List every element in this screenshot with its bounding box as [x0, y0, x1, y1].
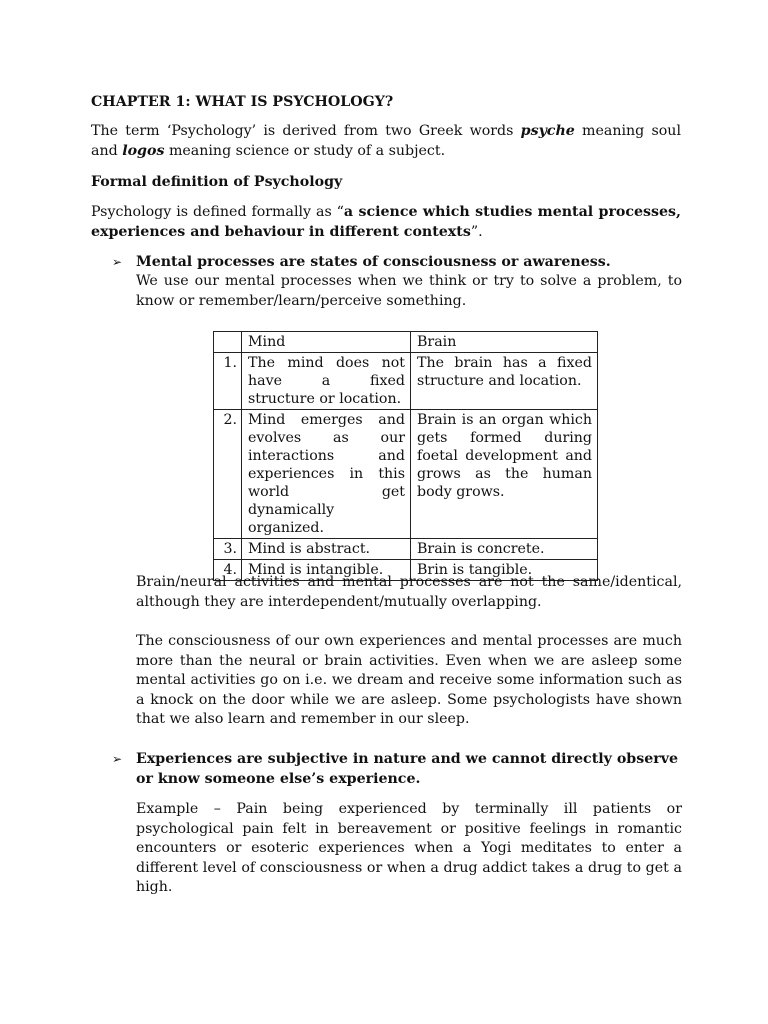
mind-brain-table [213, 331, 598, 581]
definition-paragraph [91, 203, 681, 242]
table-header-brain: Brain [411, 332, 598, 353]
mind-cell: Mind is intangible. [242, 560, 411, 581]
row-number: 1. [214, 353, 242, 410]
table-row [214, 353, 598, 410]
mind-cell: Mind emerges and evolves as our interactions and experiences in this world get dynamically organized. [242, 410, 411, 539]
table-row [214, 410, 598, 539]
table-header-num [214, 332, 242, 353]
brain-cell: Brain is concrete. [411, 539, 598, 560]
term-logos: logos [122, 142, 165, 159]
chapter-title: CHAPTER 1: WHAT IS PSYCHOLOGY? [91, 94, 394, 110]
intro-paragraph [91, 122, 681, 161]
intro-text-3: meaning science or study of a subject. [164, 142, 446, 159]
bullet-experiences-heading: Experiences are subjective in nature and we cannot directly observe or know someone else’s experience. [136, 751, 678, 787]
brain-cell: The brain has a fixed structure and location. [411, 353, 598, 410]
intro-text-1: The term ‘Psychology’ is derived from two Greek words [91, 123, 521, 139]
brain-cell: Brain is an organ which gets formed during foetal development and grows as the human body grows. [411, 410, 598, 539]
consciousness-paragraph: The consciousness of our own experiences and mental processes are much more than the neural or brain activities. Even when we are asleep some mental activities go on i.e. we dream and receive some information such as a knock on the door while we are asleep. Some psychologists have shown that we also learn and remember in our sleep. [136, 633, 682, 727]
row-number: 3. [214, 539, 242, 560]
row-number: 2. [214, 410, 242, 539]
bullet-mental-text: We use our mental processes when we think or try to solve a problem, to know or remember/learn/perceive something. [136, 273, 682, 309]
table-header-row [214, 332, 598, 353]
row-number: 4. [214, 560, 242, 581]
intro-text-2: meaning soul and [91, 123, 681, 159]
term-psyche: psyche [520, 123, 575, 139]
definition-post: ”. [470, 223, 483, 240]
formal-definition-heading: Formal definition of Psychology [91, 174, 343, 190]
mind-cell: The mind does not have a fixed structure or location. [242, 353, 411, 410]
definition-bold: a science which studies mental processes, experiences and behaviour in different contexts [91, 204, 681, 240]
arrow-bullet-icon: ➢ [112, 255, 123, 269]
definition-pre: Psychology is defined formally as “ [91, 204, 344, 220]
brain-cell: Brin is tangible. [411, 560, 598, 581]
bullet-experiences [112, 750, 682, 790]
table-row [214, 539, 598, 560]
arrow-bullet-icon: ➢ [112, 752, 123, 766]
bullet-mental-heading: Mental processes are states of consciousness or awareness. [136, 254, 611, 270]
mind-cell: Mind is abstract. [242, 539, 411, 560]
example-paragraph: Example – Pain being experienced by terminally ill patients or psychological pain felt in bereavement or positive feelings in romantic encounters or esoteric experiences when a Yogi meditates to enter a different level of consciousness or when a drug addict takes a drug to get a high. [136, 801, 682, 895]
neural-paragraph: Brain/neural activities and mental processes are not the same/identical, although they are interdependent/mutually overlapping. [136, 574, 682, 610]
table-header-mind: Mind [242, 332, 411, 353]
